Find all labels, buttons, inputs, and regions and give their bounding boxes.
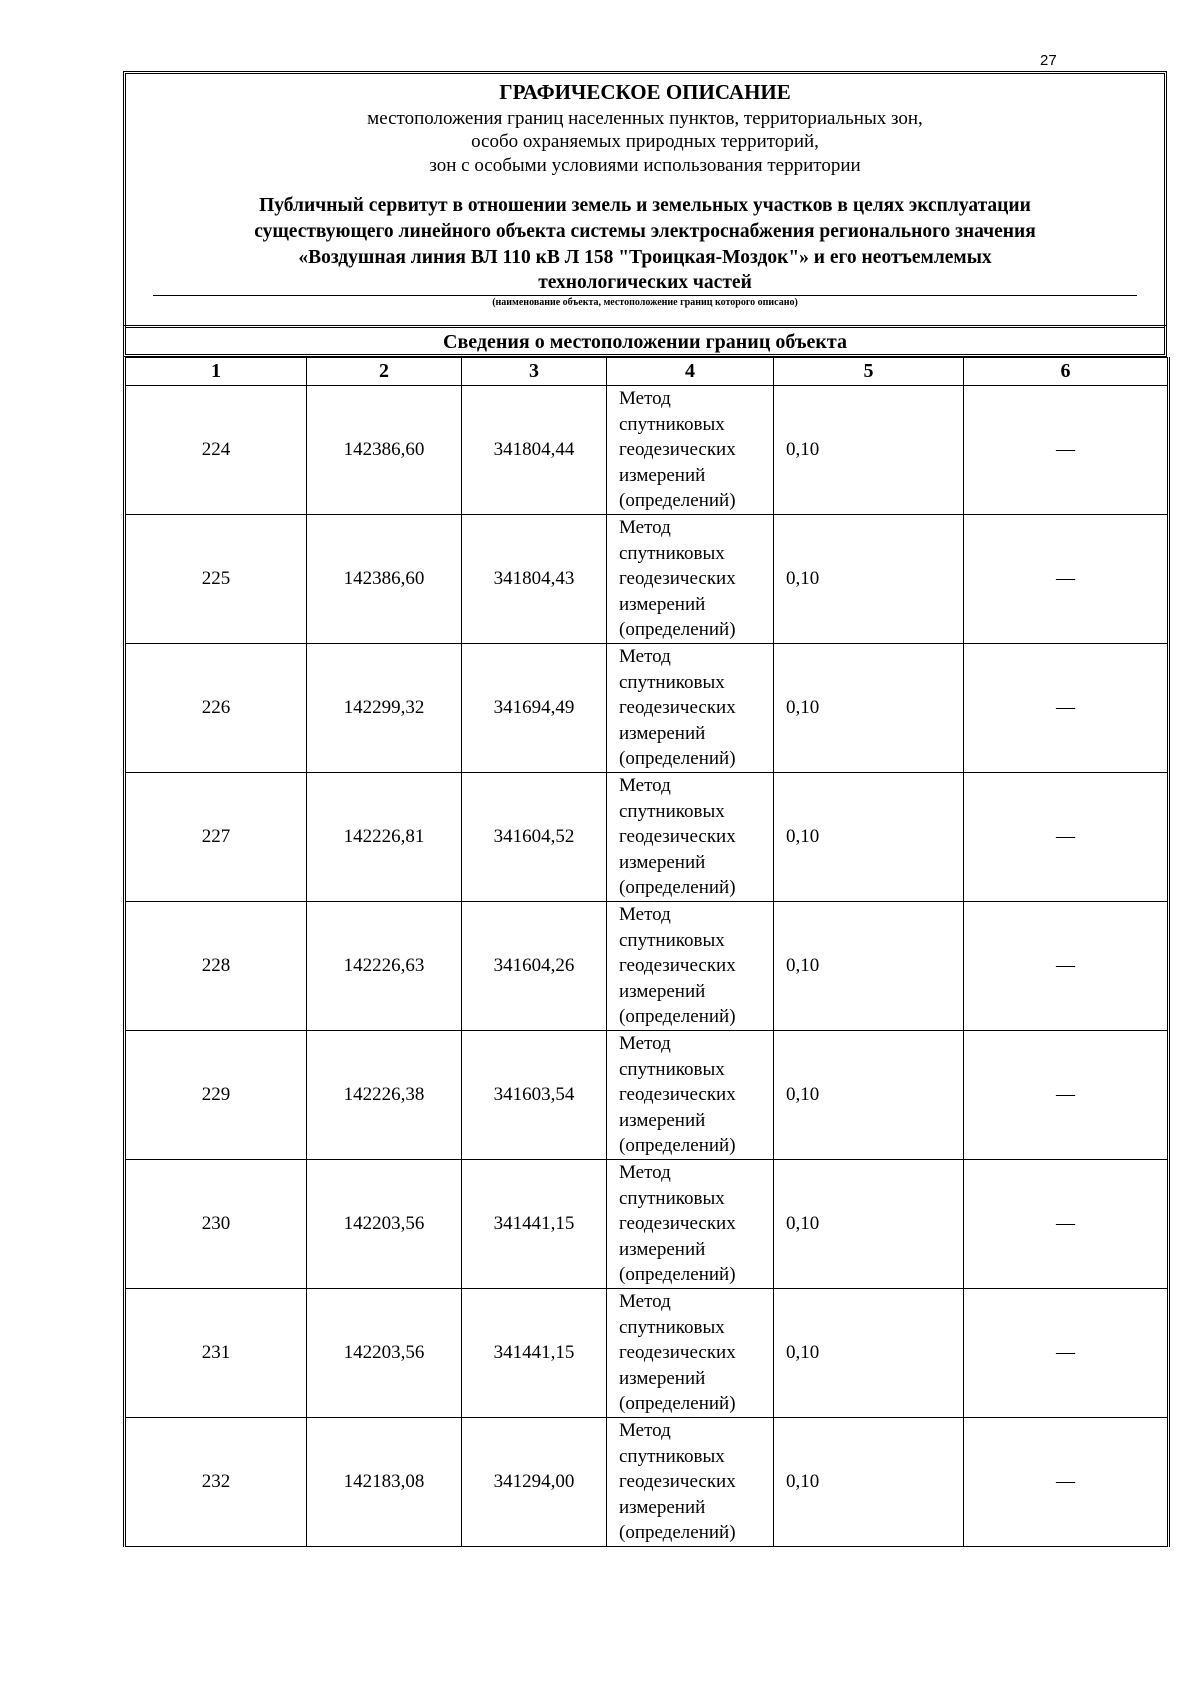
table-row	[125, 1031, 1169, 1160]
method-text-line: геодезических	[619, 826, 736, 848]
coordinates-table	[123, 357, 1170, 1547]
note-dash: —	[964, 515, 1169, 644]
name-underline	[153, 295, 1137, 296]
coordinate-x: 142386,60	[307, 515, 462, 644]
coordinate-x: 142386,60	[307, 386, 462, 515]
coordinate-y: 341604,26	[462, 902, 607, 1031]
note-dash: —	[964, 644, 1169, 773]
subtitle-line: местоположения границ населенных пунктов, территориальных зон,	[367, 108, 923, 129]
point-number: 226	[125, 644, 307, 773]
method-text-line: (определений)	[619, 490, 736, 512]
object-name-line: существующего линейного объекта системы электроснабжения регионального значения	[254, 221, 1036, 242]
table-header-row	[125, 358, 1169, 386]
note-dash: —	[964, 773, 1169, 902]
method-text-line: спутниковых	[619, 413, 725, 435]
method-text-line: спутниковых	[619, 1058, 725, 1080]
subtitle-line: особо охраняемых природных территорий,	[471, 131, 819, 152]
coordinate-x: 142183,08	[307, 1418, 462, 1547]
method-text-line: измерений	[619, 851, 706, 873]
coordinate-x: 142226,38	[307, 1031, 462, 1160]
method-cell	[607, 902, 774, 1031]
method-text-line: (определений)	[619, 1393, 736, 1415]
subtitle-line: зон с особыми условиями использования территории	[429, 155, 861, 176]
method-text-line: Метод	[619, 1291, 671, 1313]
method-text-line: геодезических	[619, 439, 736, 461]
method-text-line: геодезических	[619, 568, 736, 590]
method-text-line: геодезических	[619, 1084, 736, 1106]
accuracy-value: 0,10	[774, 1031, 964, 1160]
accuracy-value: 0,10	[774, 773, 964, 902]
object-name-line: «Воздушная линия ВЛ 110 кВ Л 158 "Троицкая-Моздок"» и его неотъемлемых	[298, 247, 992, 268]
method-text-line: геодезических	[619, 1213, 736, 1235]
method-text-line: (определений)	[619, 1264, 736, 1286]
method-text-line: (определений)	[619, 1006, 736, 1028]
method-cell	[607, 515, 774, 644]
column-header: 5	[774, 358, 964, 386]
accuracy-value: 0,10	[774, 902, 964, 1031]
coordinate-y: 341441,15	[462, 1160, 607, 1289]
note-dash: —	[964, 1031, 1169, 1160]
point-number: 227	[125, 773, 307, 902]
coordinate-y: 341604,52	[462, 773, 607, 902]
object-name-caption: (наименование объекта, местоположение границ которого описано)	[492, 297, 798, 308]
method-cell	[607, 644, 774, 773]
accuracy-value: 0,10	[774, 515, 964, 644]
method-text-line: измерений	[619, 722, 706, 744]
method-cell	[607, 1160, 774, 1289]
section-title: Сведения о местоположении границ объекта	[443, 331, 847, 353]
point-number: 228	[125, 902, 307, 1031]
column-header: 4	[607, 358, 774, 386]
table-row	[125, 1289, 1169, 1418]
method-text-line: геодезических	[619, 955, 736, 977]
method-text-line: Метод	[619, 775, 671, 797]
method-cell	[607, 386, 774, 515]
note-dash: —	[964, 1418, 1169, 1547]
method-text-line: спутниковых	[619, 542, 725, 564]
method-text-line: Метод	[619, 646, 671, 668]
method-text-line: Метод	[619, 1162, 671, 1184]
section-header-box	[123, 325, 1167, 357]
coordinate-x: 142299,32	[307, 644, 462, 773]
accuracy-value: 0,10	[774, 386, 964, 515]
accuracy-value: 0,10	[774, 644, 964, 773]
accuracy-value: 0,10	[774, 1289, 964, 1418]
coordinate-x: 142203,56	[307, 1289, 462, 1418]
coordinate-y: 341694,49	[462, 644, 607, 773]
method-text-line: (определений)	[619, 1522, 736, 1544]
method-text-line: спутниковых	[619, 800, 725, 822]
method-text-line: геодезических	[619, 697, 736, 719]
method-text-line: (определений)	[619, 619, 736, 641]
method-text-line: измерений	[619, 980, 706, 1002]
method-text-line: спутниковых	[619, 671, 725, 693]
method-text-line: Метод	[619, 904, 671, 926]
method-text-line: измерений	[619, 593, 706, 615]
accuracy-value: 0,10	[774, 1418, 964, 1547]
method-text-line: (определений)	[619, 877, 736, 899]
point-number: 224	[125, 386, 307, 515]
method-text-line: спутниковых	[619, 929, 725, 951]
method-text-line: спутниковых	[619, 1316, 725, 1338]
method-text-line: геодезических	[619, 1342, 736, 1364]
method-cell	[607, 1031, 774, 1160]
table-row	[125, 1418, 1169, 1547]
method-text-line: Метод	[619, 1033, 671, 1055]
coordinate-x: 142226,63	[307, 902, 462, 1031]
method-text-line: измерений	[619, 1238, 706, 1260]
table-row	[125, 902, 1169, 1031]
note-dash: —	[964, 1289, 1169, 1418]
method-text-line: Метод	[619, 1420, 671, 1442]
page-number: 27	[1040, 52, 1057, 69]
method-text-line: Метод	[619, 517, 671, 539]
method-cell	[607, 1289, 774, 1418]
method-text-line: Метод	[619, 388, 671, 410]
method-text-line: измерений	[619, 1367, 706, 1389]
point-number: 232	[125, 1418, 307, 1547]
method-text-line: измерений	[619, 1109, 706, 1131]
table-row	[125, 515, 1169, 644]
coordinate-y: 341294,00	[462, 1418, 607, 1547]
table-row	[125, 773, 1169, 902]
method-text-line: спутниковых	[619, 1187, 725, 1209]
method-text-line: измерений	[619, 464, 706, 486]
note-dash: —	[964, 902, 1169, 1031]
object-name-line: технологических частей	[538, 272, 752, 293]
coordinate-x: 142203,56	[307, 1160, 462, 1289]
document-title: ГРАФИЧЕСКОЕ ОПИСАНИЕ	[499, 80, 791, 104]
method-cell	[607, 773, 774, 902]
method-text-line: (определений)	[619, 1135, 736, 1157]
table-row	[125, 644, 1169, 773]
method-text-line: измерений	[619, 1496, 706, 1518]
column-header: 2	[307, 358, 462, 386]
object-name-line: Публичный сервитут в отношении земель и земельных участков в целях эксплуатации	[259, 195, 1031, 216]
method-text-line: спутниковых	[619, 1445, 725, 1467]
coordinate-x: 142226,81	[307, 773, 462, 902]
column-header: 1	[125, 358, 307, 386]
coordinate-y: 341603,54	[462, 1031, 607, 1160]
point-number: 229	[125, 1031, 307, 1160]
accuracy-value: 0,10	[774, 1160, 964, 1289]
note-dash: —	[964, 1160, 1169, 1289]
column-header: 3	[462, 358, 607, 386]
method-cell	[607, 1418, 774, 1547]
method-text-line: геодезических	[619, 1471, 736, 1493]
table-row	[125, 386, 1169, 515]
method-text-line: (определений)	[619, 748, 736, 770]
header-box	[123, 71, 1167, 357]
coordinate-y: 341804,44	[462, 386, 607, 515]
note-dash: —	[964, 386, 1169, 515]
point-number: 231	[125, 1289, 307, 1418]
column-header: 6	[964, 358, 1169, 386]
point-number: 230	[125, 1160, 307, 1289]
document-frame	[123, 71, 1167, 1545]
table-row	[125, 1160, 1169, 1289]
point-number: 225	[125, 515, 307, 644]
coordinate-y: 341804,43	[462, 515, 607, 644]
coordinate-y: 341441,15	[462, 1289, 607, 1418]
